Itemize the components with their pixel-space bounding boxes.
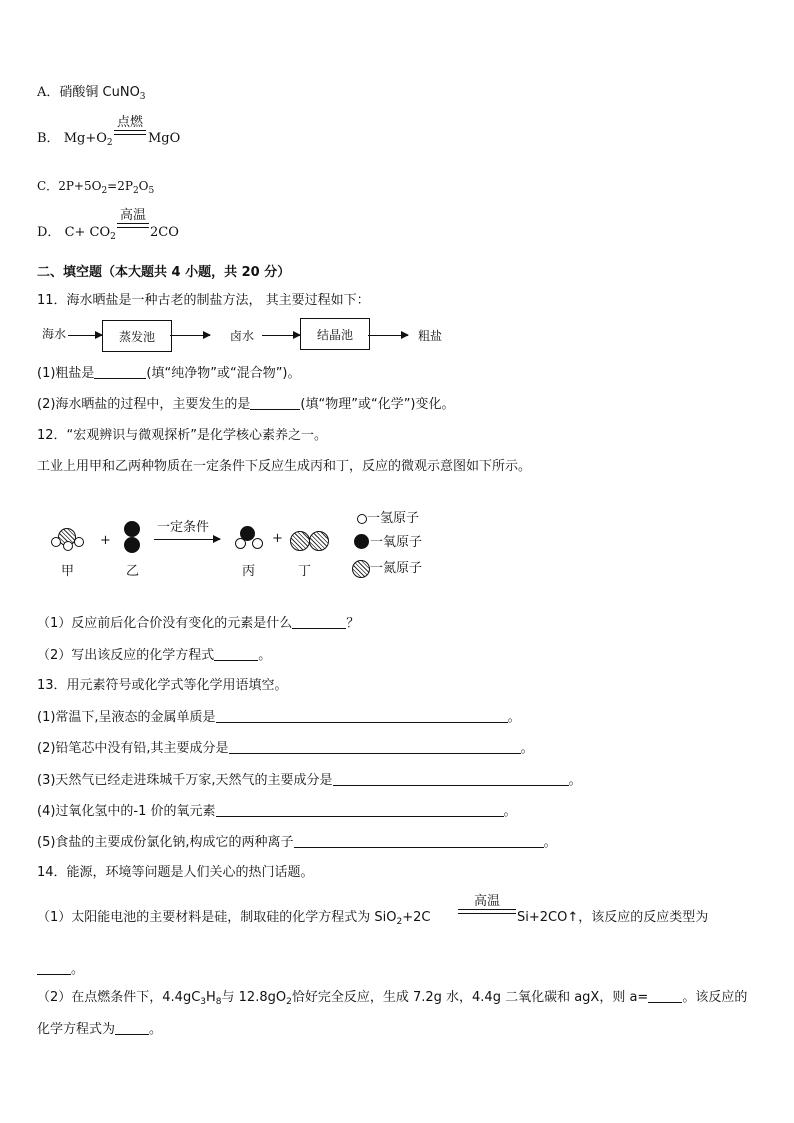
text: ？ (346, 616, 360, 631)
double-line (114, 130, 146, 135)
label-yi: 乙 (126, 564, 140, 579)
text: (2)铅笔芯中没有铅,其主要成分是 (37, 741, 229, 756)
condition-text: 高温 (473, 894, 500, 909)
reaction-condition: 一定条件 (157, 520, 210, 535)
option-d-condition (117, 209, 149, 228)
hydrogen-atom-icon (235, 538, 246, 549)
option-a-text: 硝酸铜 CuNO (59, 85, 140, 100)
answer-blank[interactable] (216, 710, 508, 723)
option-a (37, 85, 146, 102)
option-b-condition (114, 116, 146, 135)
q11-part2 (37, 397, 455, 411)
condition-text: 点燃 (116, 115, 143, 130)
option-b-rhs: MgO (148, 131, 181, 146)
text: (3)天然气已经走进珠城千万家,天然气的主要成分是 (37, 773, 333, 788)
subscript: 3 (200, 997, 207, 1007)
double-line (117, 223, 149, 228)
text: (4)过氧化氢中的-1 价的氧元素 (37, 804, 216, 819)
q14-part2 (37, 990, 748, 1007)
answer-blank[interactable] (214, 648, 258, 661)
q11-stem: 11．海水晒盐是一种古老的制盐方法， 其主要过程如下： (37, 293, 370, 308)
label-ding: 丁 (298, 564, 312, 579)
q13-item-4 (37, 804, 517, 818)
option-b-lhs: Mg+O (63, 131, 107, 146)
q13-item-5 (37, 835, 557, 849)
legend-hydrogen: 一氢原子 (367, 511, 420, 526)
text: （1）反应前后化合价没有变化的元素是什么 (37, 616, 293, 631)
q12-part2 (37, 648, 271, 662)
hydrogen-atom-icon (74, 537, 84, 547)
option-b (37, 131, 113, 148)
q13-item-1 (37, 710, 521, 724)
label-jia: 甲 (61, 564, 75, 579)
text: (填“物理”或“化学”)变化。 (300, 397, 455, 412)
option-c (37, 179, 155, 196)
q11-part1 (37, 366, 301, 380)
text: (2)海水晒盐的过程中，主要发生的是 (37, 397, 251, 412)
text: H (206, 990, 216, 1005)
text: 化学方程式为 (37, 1022, 116, 1037)
oxygen-atom-icon (124, 537, 140, 553)
flow-crystallization-pond: 结晶池 (300, 318, 370, 350)
option-d (37, 225, 116, 242)
flow-crude-salt: 粗盐 (418, 329, 443, 343)
text: 。 (258, 648, 272, 663)
text: 。该反应的 (682, 990, 748, 1005)
nitrogen-atom-icon (309, 531, 329, 551)
answer-blank[interactable] (294, 835, 544, 848)
arrow-icon (154, 539, 220, 540)
oxygen-atom-icon (354, 534, 369, 549)
text: (1)粗盐是 (37, 366, 95, 381)
subscript: 2 (132, 186, 139, 196)
section-title: 二、填空题（本大题共 4 小题，共 20 分） (37, 265, 291, 280)
text: 恰好完全反应，生成 7.2g 水，4.4g 二氧化碳和 agX，则 a= (291, 990, 649, 1005)
oxygen-atom-icon (124, 521, 140, 537)
answer-blank[interactable] (94, 366, 146, 379)
nitrogen-atom-icon (290, 531, 310, 551)
subscript: 3 (139, 92, 146, 102)
text: 与 12.8gO (221, 990, 287, 1005)
flow-seawater: 海水 (42, 327, 67, 341)
text: (填“纯净物”或“混合物”)。 (146, 366, 301, 381)
answer-blank[interactable] (292, 616, 346, 629)
nitrogen-atom-icon (352, 560, 370, 578)
flow-brine: 卤水 (230, 329, 255, 343)
hydrogen-atom-icon (252, 538, 263, 549)
hydrogen-atom-icon (63, 541, 73, 551)
legend-nitrogen: 一氮原子 (370, 561, 423, 576)
subscript: 2 (396, 917, 403, 927)
subscript: 8 (215, 997, 222, 1007)
text: (5)食盐的主要成份氯化钠,构成它的两种离子 (37, 835, 294, 850)
answer-blank[interactable] (229, 741, 521, 754)
option-d-lhs: C+ CO (64, 225, 111, 240)
q12-part1 (37, 616, 359, 630)
label-bing: 丙 (242, 564, 256, 579)
q14-part1-answer (37, 962, 84, 976)
q12-line2: 工业上用甲和乙两种物质在一定条件下反应生成丙和丁，反应的微观示意图如下所示。 (37, 459, 532, 474)
text: 。 (543, 835, 557, 850)
q13-stem: 13．用元素符号或化学式等化学用语填空。 (37, 678, 288, 693)
arrow-icon (262, 335, 300, 336)
c-part: 2P+5O (58, 179, 102, 193)
condition-text: 高温 (119, 208, 146, 223)
text: 。 (149, 1022, 163, 1037)
arrow-icon (170, 335, 210, 336)
answer-blank[interactable] (250, 397, 300, 410)
text: (1)常温下,呈液态的金属单质是 (37, 710, 216, 725)
subscript: 2 (106, 138, 113, 148)
c-part: =2P (107, 179, 133, 193)
q14-part1-rhs: Si+2CO↑，该反应的反应类型为 (517, 910, 709, 925)
subscript: 2 (110, 232, 116, 242)
answer-blank[interactable] (648, 990, 682, 1003)
arrow-icon (368, 335, 408, 336)
option-label: B． (37, 131, 60, 146)
answer-blank[interactable] (37, 962, 71, 975)
text: +2C (402, 910, 431, 925)
q13-item-3 (37, 773, 582, 787)
subscript: 2 (286, 997, 292, 1007)
option-label: C． (37, 179, 59, 193)
text: 。 (71, 962, 85, 977)
option-label: A． (37, 85, 60, 100)
option-d-rhs: 2CO (150, 225, 179, 240)
q14-stem: 14．能源，环境等问题是人们关心的热门话题。 (37, 865, 314, 880)
answer-blank[interactable] (333, 773, 569, 786)
text: 。 (507, 710, 521, 725)
flow-evaporation-pond: 蒸发池 (102, 320, 172, 352)
legend-oxygen: 一氧原子 (370, 535, 423, 550)
text: 。 (503, 804, 517, 819)
answer-blank[interactable] (216, 804, 504, 817)
text: （1）太阳能电池的主要材料是硅，制取硅的化学方程式为 SiO (37, 910, 397, 925)
answer-blank[interactable] (115, 1022, 149, 1035)
subscript: 2 (101, 186, 108, 196)
option-label: D． (37, 225, 61, 240)
plus-sign: + (272, 531, 283, 546)
q13-item-2 (37, 741, 534, 755)
subscript: 5 (148, 186, 155, 196)
q14-part2-line2 (37, 1022, 162, 1036)
q12-stem: 12．“宏观辨识与微观探析”是化学核心素养之一。 (37, 428, 328, 443)
c-part: O (138, 179, 149, 193)
text: （2）写出该反应的化学方程式 (37, 648, 215, 663)
q14-part1-lhs (37, 910, 431, 927)
text: 。 (520, 741, 534, 756)
q14-condition (458, 895, 516, 914)
double-line (458, 909, 516, 914)
text: 。 (568, 773, 582, 788)
hydrogen-atom-icon (357, 514, 367, 524)
arrow-icon (68, 335, 102, 336)
plus-sign: + (100, 533, 111, 548)
hydrogen-atom-icon (51, 537, 61, 547)
text: （2）在点燃条件下，4.4gC (37, 990, 201, 1005)
